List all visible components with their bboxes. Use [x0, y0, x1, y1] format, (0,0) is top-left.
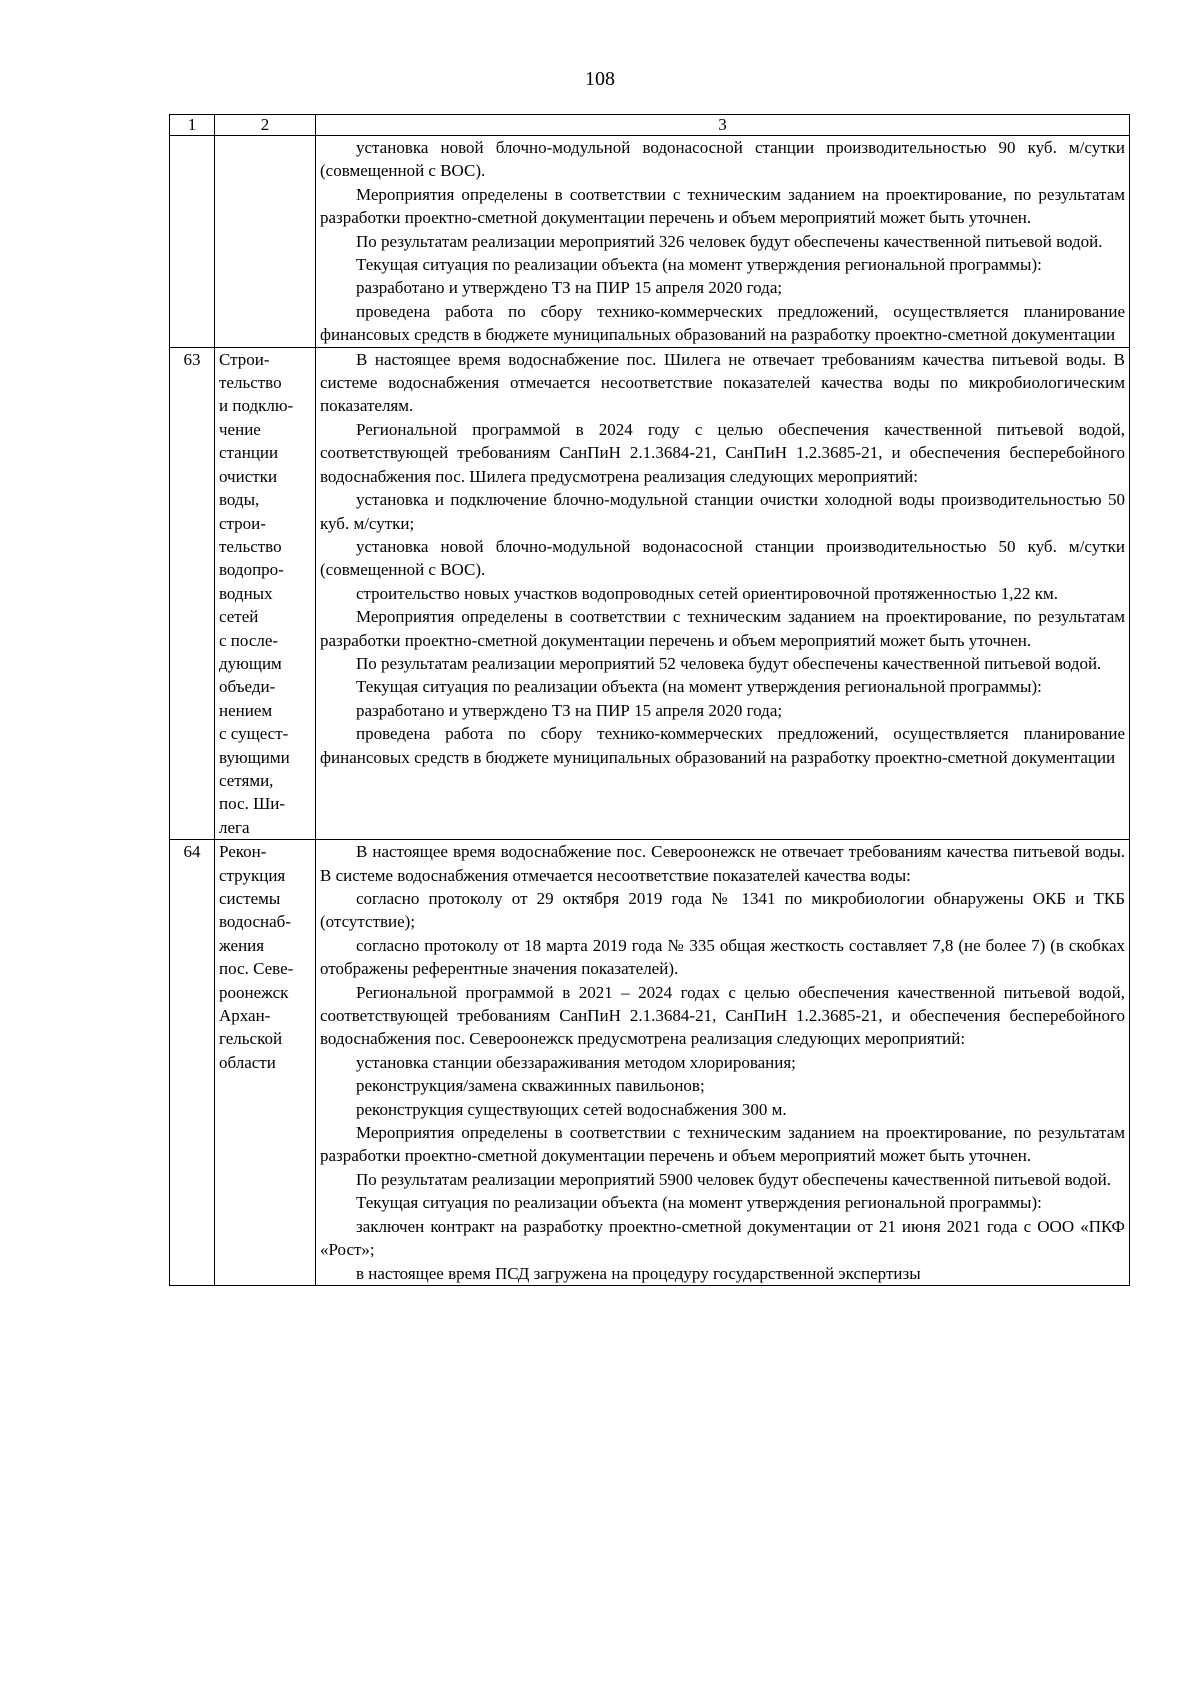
object-name-line: с сущест- [219, 724, 289, 744]
table-row [170, 136, 1130, 348]
description-paragraph: установка станции обеззараживания методом хлорирования; [356, 1052, 796, 1072]
description-paragraph: Региональной программой в 2021 – 2024 годах с целью обеспечения качественной питьевой водой, соответствующей требованиям СанПиН 2.1.3684-21, СанПиН 1.2.3685-21, и обеспечения бесперебойного водоснабжения пос. Североонежск предусмотрена реализация следующих мероприятий: [320, 982, 1125, 1049]
row-number: 64 [170, 840, 215, 1286]
description-paragraph: установка и подключение блочно-модульной станции очистки холодной воды производительностью 50 куб. м/сутки; [320, 490, 1125, 533]
object-name-line: системы [219, 889, 281, 908]
description-paragraph: проведена работа по сбору технико-коммерческих предложений, осуществляется планирование финансовых средств в бюджете муниципальных образований на разработку проектно-сметной документации [320, 301, 1125, 345]
description-cell [316, 840, 1130, 1286]
object-name-line: области [219, 1052, 276, 1072]
description-paragraph: согласно протоколу от 29 октября 2019 года № 1341 по микробиологии обнаружены ОКБ и ТКБ (отсутствие); [320, 889, 1125, 932]
object-name-cell [215, 840, 316, 1286]
object-name-line: водоснаб- [219, 912, 291, 932]
object-name-line: станции [219, 443, 279, 463]
description-paragraph: реконструкция/замена скважинных павильонов; [356, 1076, 705, 1096]
description-paragraph: Мероприятия определены в соответствии с техническим заданием на проектирование, по результатам разработки проектно-сметной документации перечень и объем мероприятий может быть уточнен. [320, 607, 1125, 650]
object-name-line: объеди- [219, 677, 276, 697]
object-name-line: сетями, [219, 770, 274, 790]
description-paragraph: Текущая ситуация по реализации объекта (на момент утверждения региональной программы): [356, 677, 1042, 697]
description-paragraph: заключен контракт на разработку проектно-сметной документации от 21 июня 2021 года с ООО «ПКФ «Рост»; [320, 1216, 1125, 1260]
table-body [170, 136, 1130, 1286]
object-name-line: Архан- [219, 1006, 271, 1026]
object-name-line: тельство [219, 373, 282, 393]
description-paragraph: реконструкция существующих сетей водоснабжения 300 м. [356, 1099, 787, 1119]
description-paragraph: По результатам реализации мероприятий 326 человек будут обеспечены качественной питьевой водой. [356, 231, 1103, 251]
description-paragraph: проведена работа по сбору технико-коммерческих предложений, осуществляется планирование финансовых средств в бюджете муниципальных образований на разработку проектно-сметной документации [320, 724, 1125, 767]
object-name-line: нением [219, 700, 273, 720]
object-name-line: строи- [219, 513, 266, 533]
object-name-line: дующим [219, 653, 282, 673]
page-number: 108 [585, 68, 615, 90]
object-name-line: вующими [219, 747, 290, 767]
description-paragraph: Мероприятия определены в соответствии с техническим заданием на проектирование, по результатам разработки проектно-сметной документации перечень и объем мероприятий может быть уточнен. [320, 1123, 1125, 1166]
object-name-line: гельской [219, 1029, 283, 1049]
row-number [170, 136, 215, 348]
description-paragraph: В настоящее время водоснабжение пос. Североонежск не отвечает требованиям качества питьевой воды. В системе водоснабжения отмечается несоответствие показателей качества воды: [320, 842, 1125, 885]
object-name-line: жения [219, 935, 265, 955]
description-paragraph: Мероприятия определены в соответствии с техническим заданием на проектирование, по результатам разработки проектно-сметной документации перечень и объем мероприятий может быть уточнен. [320, 184, 1125, 228]
description-cell [316, 347, 1130, 840]
object-name-line: пос. Ши- [219, 794, 285, 814]
description-paragraph: установка новой блочно-модульной водонасосной станции производительностью 50 куб. м/сутки (совмещенной с ВОС). [320, 536, 1125, 580]
object-name-line: чение [219, 419, 261, 439]
object-name-line: водных [219, 583, 273, 603]
object-name-cell [215, 347, 316, 840]
object-name-line: водопро- [219, 560, 284, 580]
table-row [170, 347, 1130, 840]
description-paragraph: установка новой блочно-модульной водонасосной станции производительностью 90 куб. м/сутки (совмещенной с ВОС). [320, 138, 1125, 181]
description-paragraph: разработано и утверждено ТЗ на ПИР 15 апреля 2020 года; [356, 700, 783, 720]
object-name-line: тельство [219, 536, 282, 556]
description-paragraph: Региональной программой в 2024 году с целью обеспечения качественной питьевой водой, соответствующей требованиям СанПиН 2.1.3684-21, СанПиН 1.2.3685-21, и обеспечения бесперебойного водоснабжения пос. Шилега предусмотрена реализация следующих мероприятий: [320, 419, 1125, 486]
object-name-line: Строи- [219, 349, 270, 369]
object-name-cell [215, 136, 316, 348]
row-number: 63 [170, 347, 215, 840]
object-name-line: лега [219, 817, 250, 837]
object-name-line: сетей [219, 607, 259, 627]
description-cell [316, 136, 1130, 348]
column-header-number: 1 [170, 115, 215, 136]
column-header-object: 2 [215, 115, 316, 136]
object-name-line: пос. Севе- [219, 959, 294, 979]
object-name-line: струкция [219, 865, 286, 885]
object-name-line: очистки [219, 466, 278, 486]
object-name-line: и подклю- [219, 396, 294, 416]
table-row [170, 840, 1130, 1286]
object-name-line: воды, [219, 490, 260, 510]
object-name-line: роонежск [219, 982, 289, 1002]
object-name-line: с после- [219, 630, 279, 650]
description-paragraph: В настоящее время водоснабжение пос. Шилега не отвечает требованиям качества питьевой воды. В системе водоснабжения отмечается несоответствие показателей качества воды по микробиологическим показателям. [320, 349, 1125, 416]
description-paragraph: По результатам реализации мероприятий 5900 человек будут обеспечены качественной питьевой водой. [356, 1169, 1112, 1189]
description-paragraph: Текущая ситуация по реализации объекта (на момент утверждения региональной программы): [356, 255, 1042, 275]
description-paragraph: в настоящее время ПСД загружена на процедуру государственной экспертизы [356, 1263, 921, 1283]
object-name-line: Рекон- [219, 842, 267, 862]
table-header-row [170, 115, 1130, 136]
measures-table [169, 114, 1130, 1286]
description-paragraph: Текущая ситуация по реализации объекта (на момент утверждения региональной программы): [356, 1193, 1042, 1213]
column-header-description: 3 [316, 115, 1130, 136]
description-paragraph: согласно протоколу от 18 марта 2019 года № 335 общая жесткость составляет 7,8 (не более 7) (в скобках отображены референтные значения показателей). [320, 935, 1125, 979]
description-paragraph: По результатам реализации мероприятий 52 человека будут обеспечены качественной питьевой водой. [356, 653, 1102, 673]
description-paragraph: разработано и утверждено ТЗ на ПИР 15 апреля 2020 года; [356, 278, 783, 298]
description-paragraph: строительство новых участков водопроводных сетей ориентировочной протяженностью 1,22 км. [356, 583, 1059, 603]
